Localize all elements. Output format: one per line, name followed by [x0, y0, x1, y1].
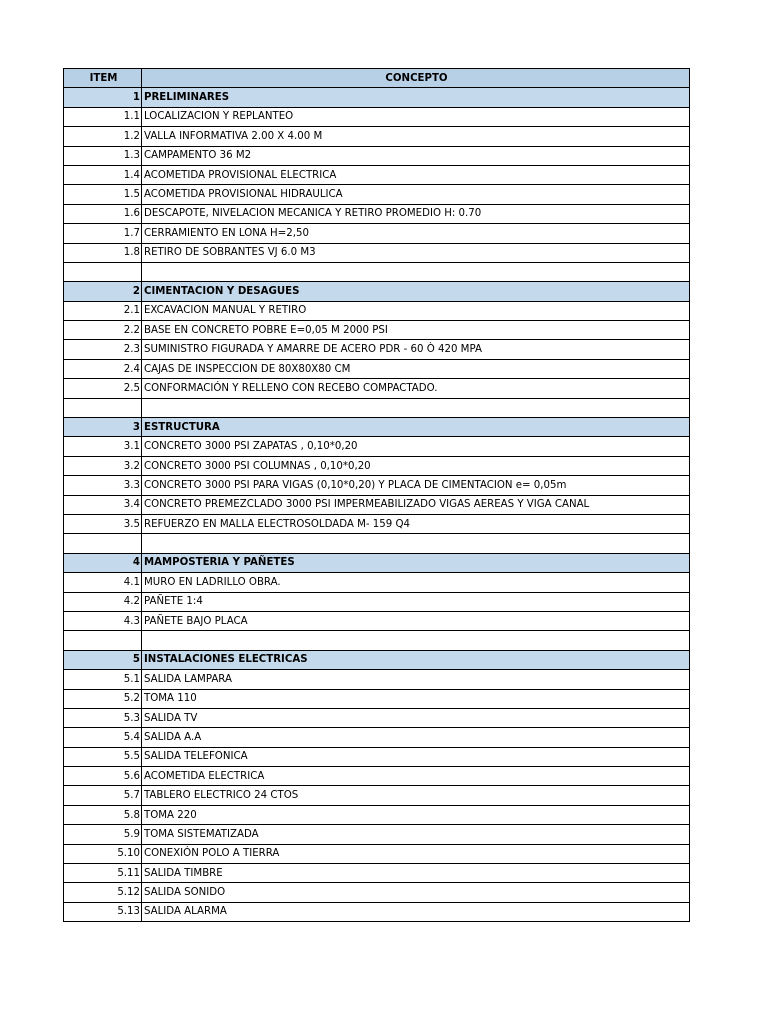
table-row — [64, 127, 690, 146]
item-concept: SALIDA TV — [142, 708, 690, 727]
table-row — [64, 514, 690, 533]
table-row — [64, 359, 690, 378]
item-concept: ACOMETIDA ELECTRICA — [142, 767, 690, 786]
section-title: INSTALACIONES ELECTRICAS — [142, 650, 690, 669]
blank-cell — [64, 534, 142, 553]
item-number: 3.4 — [64, 495, 142, 514]
item-number: 5.3 — [64, 708, 142, 727]
section-title: CIMENTACION Y DESAGUES — [142, 282, 690, 301]
item-concept: CONCRETO 3000 PSI ZAPATAS , 0,10*0,20 — [142, 437, 690, 456]
item-concept: TABLERO ELECTRICO 24 CTOS — [142, 786, 690, 805]
section-number: 1 — [64, 88, 142, 107]
section-header-row — [64, 553, 690, 572]
table-row — [64, 243, 690, 262]
section-title: MAMPOSTERIA Y PAÑETES — [142, 553, 690, 572]
item-number: 3.3 — [64, 476, 142, 495]
item-number: 1.8 — [64, 243, 142, 262]
item-concept: PAÑETE BAJO PLACA — [142, 611, 690, 630]
table-row — [64, 786, 690, 805]
blank-cell — [142, 534, 690, 553]
item-number: 2.5 — [64, 379, 142, 398]
item-number: 5.2 — [64, 689, 142, 708]
budget-items-table — [63, 68, 690, 922]
item-concept: CONEXIÓN POLO A TIERRA — [142, 844, 690, 863]
item-concept: EXCAVACION MANUAL Y RETIRO — [142, 301, 690, 320]
item-concept: SALIDA ALARMA — [142, 902, 690, 921]
table-row — [64, 301, 690, 320]
item-number: 2.2 — [64, 321, 142, 340]
table-row — [64, 689, 690, 708]
item-concept: TOMA 110 — [142, 689, 690, 708]
item-concept: CERRAMIENTO EN LONA H=2,50 — [142, 224, 690, 243]
section-header-row — [64, 650, 690, 669]
table-row — [64, 864, 690, 883]
item-number: 5.5 — [64, 747, 142, 766]
item-number: 5.8 — [64, 805, 142, 824]
item-concept: DESCAPOTE, NIVELACION MECANICA Y RETIRO PROMEDIO H: 0.70 — [142, 204, 690, 223]
item-number: 5.11 — [64, 864, 142, 883]
item-number: 5.10 — [64, 844, 142, 863]
item-concept: CONFORMACIÓN Y RELLENO CON RECEBO COMPACTADO. — [142, 379, 690, 398]
item-number: 1.5 — [64, 185, 142, 204]
item-concept: REFUERZO EN MALLA ELECTROSOLDADA M- 159 Q4 — [142, 514, 690, 533]
item-number: 5.9 — [64, 825, 142, 844]
table-row — [64, 825, 690, 844]
item-concept: TOMA 220 — [142, 805, 690, 824]
table-header-row — [64, 69, 690, 88]
item-concept: SALIDA TIMBRE — [142, 864, 690, 883]
section-number: 5 — [64, 650, 142, 669]
item-column-header: ITEM — [64, 69, 142, 88]
table-row — [64, 883, 690, 902]
table-row — [64, 204, 690, 223]
table-row — [64, 670, 690, 689]
concept-column-header: CONCEPTO — [142, 69, 690, 88]
section-header-row — [64, 418, 690, 437]
table-row — [64, 340, 690, 359]
item-concept: SALIDA TELEFONICA — [142, 747, 690, 766]
section-number: 3 — [64, 418, 142, 437]
item-number: 3.5 — [64, 514, 142, 533]
item-number: 1.3 — [64, 146, 142, 165]
table-row — [64, 165, 690, 184]
item-concept: MURO EN LADRILLO OBRA. — [142, 573, 690, 592]
item-number: 1.6 — [64, 204, 142, 223]
table-row — [64, 321, 690, 340]
item-number: 5.7 — [64, 786, 142, 805]
section-header-row — [64, 282, 690, 301]
table-row — [64, 573, 690, 592]
table-row — [64, 476, 690, 495]
item-concept: BASE EN CONCRETO POBRE E=0,05 M 2000 PSI — [142, 321, 690, 340]
table-row — [64, 456, 690, 475]
table-row — [64, 805, 690, 824]
section-number: 4 — [64, 553, 142, 572]
blank-separator-row — [64, 631, 690, 650]
item-number: 5.12 — [64, 883, 142, 902]
item-number: 5.1 — [64, 670, 142, 689]
item-concept: TOMA SISTEMATIZADA — [142, 825, 690, 844]
item-concept: SALIDA A.A — [142, 728, 690, 747]
table-row — [64, 185, 690, 204]
item-concept: CAMPAMENTO 36 M2 — [142, 146, 690, 165]
item-number: 4.3 — [64, 611, 142, 630]
item-number: 1.7 — [64, 224, 142, 243]
item-concept: ACOMETIDA PROVISIONAL ELECTRICA — [142, 165, 690, 184]
item-number: 2.4 — [64, 359, 142, 378]
blank-separator-row — [64, 534, 690, 553]
table-body — [64, 88, 690, 922]
item-concept: CONCRETO 3000 PSI COLUMNAS , 0,10*0,20 — [142, 456, 690, 475]
table-row — [64, 902, 690, 921]
table-row — [64, 611, 690, 630]
item-number: 4.1 — [64, 573, 142, 592]
blank-cell — [64, 262, 142, 281]
item-concept: CONCRETO PREMEZCLADO 3000 PSI IMPERMEABILIZADO VIGAS AEREAS Y VIGA CANAL — [142, 495, 690, 514]
item-concept: RETIRO DE SOBRANTES VJ 6.0 M3 — [142, 243, 690, 262]
item-concept: SALIDA SONIDO — [142, 883, 690, 902]
table-row — [64, 844, 690, 863]
item-number: 1.4 — [64, 165, 142, 184]
item-concept: PAÑETE 1:4 — [142, 592, 690, 611]
item-concept: SALIDA LAMPARA — [142, 670, 690, 689]
section-title: PRELIMINARES — [142, 88, 690, 107]
table-row — [64, 747, 690, 766]
blank-cell — [142, 631, 690, 650]
item-number: 1.2 — [64, 127, 142, 146]
item-concept: LOCALIZACION Y REPLANTEO — [142, 107, 690, 126]
item-concept: VALLA INFORMATIVA 2.00 X 4.00 M — [142, 127, 690, 146]
item-number: 3.2 — [64, 456, 142, 475]
blank-cell — [142, 262, 690, 281]
item-number: 5.4 — [64, 728, 142, 747]
item-concept: CONCRETO 3000 PSI PARA VIGAS (0,10*0,20) Y PLACA DE CIMENTACION e= 0,05m — [142, 476, 690, 495]
item-number: 5.6 — [64, 767, 142, 786]
table-row — [64, 107, 690, 126]
blank-cell — [64, 631, 142, 650]
table-row — [64, 495, 690, 514]
blank-cell — [64, 398, 142, 417]
table-row — [64, 146, 690, 165]
item-number: 3.1 — [64, 437, 142, 456]
item-number: 5.13 — [64, 902, 142, 921]
table-row — [64, 224, 690, 243]
section-title: ESTRUCTURA — [142, 418, 690, 437]
table-row — [64, 708, 690, 727]
blank-separator-row — [64, 398, 690, 417]
table-row — [64, 728, 690, 747]
section-number: 2 — [64, 282, 142, 301]
item-number: 1.1 — [64, 107, 142, 126]
item-concept: SUMINISTRO FIGURADA Y AMARRE DE ACERO PDR - 60 Ò 420 MPA — [142, 340, 690, 359]
blank-cell — [142, 398, 690, 417]
section-header-row — [64, 88, 690, 107]
item-number: 4.2 — [64, 592, 142, 611]
table-row — [64, 592, 690, 611]
table-row — [64, 379, 690, 398]
table-row — [64, 767, 690, 786]
blank-separator-row — [64, 262, 690, 281]
item-number: 2.3 — [64, 340, 142, 359]
item-concept: CAJAS DE INSPECCION DE 80X80X80 CM — [142, 359, 690, 378]
item-number: 2.1 — [64, 301, 142, 320]
table-row — [64, 437, 690, 456]
item-concept: ACOMETIDA PROVISIONAL HIDRAULICA — [142, 185, 690, 204]
